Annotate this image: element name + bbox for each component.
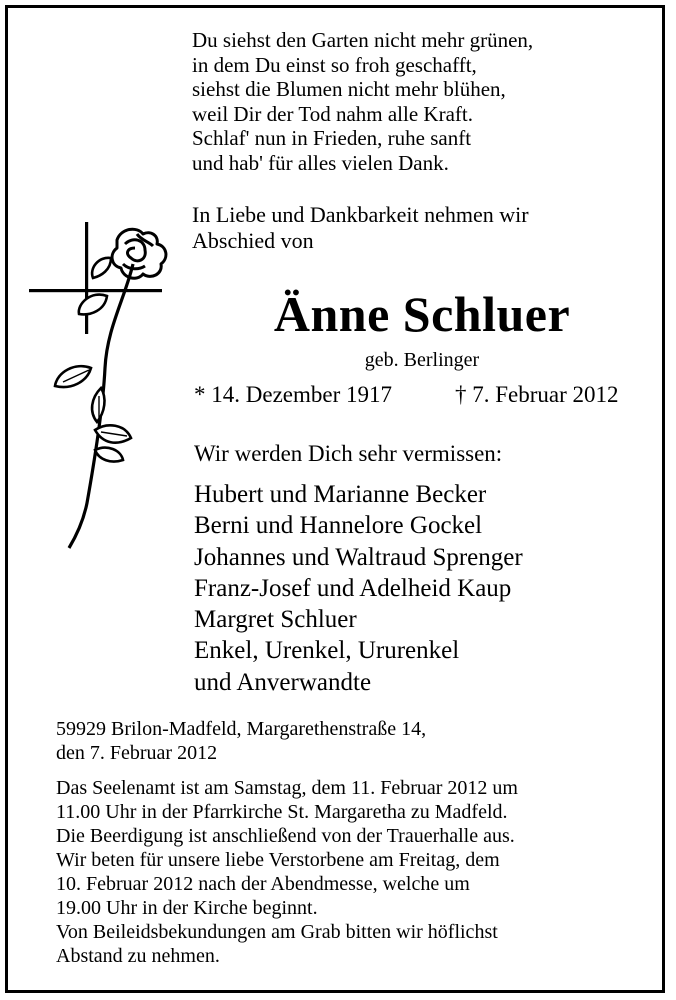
farewell-intro bbox=[192, 202, 529, 254]
mourner-line: und Anverwandte bbox=[194, 668, 372, 696]
mourners-heading: Wir werden Dich sehr vermissen: bbox=[194, 441, 503, 466]
info-line: 11.00 Uhr in der Pfarrkirche St. Margaretha zu Madfeld. bbox=[56, 801, 508, 823]
poem-line: Schlaf' nun in Frieden, ruhe sanft bbox=[192, 126, 472, 150]
mourner-line: Johannes und Waltraud Sprenger bbox=[194, 543, 523, 571]
info-line: Die Beerdigung ist anschließend von der Trauerhalle aus. bbox=[56, 825, 515, 847]
poem-line: siehst die Blumen nicht mehr blühen, bbox=[192, 77, 506, 101]
poem-line: Du siehst den Garten nicht mehr grünen, bbox=[192, 28, 534, 52]
info-line: Von Beileidsbekundungen am Grab bitten wir höflichst bbox=[56, 921, 498, 943]
poem-line: in dem Du einst so froh geschafft, bbox=[192, 52, 477, 77]
mourner-line: Franz-Josef und Adelheid Kaup bbox=[194, 574, 512, 602]
address-block bbox=[56, 717, 426, 765]
deceased-name: Änne Schluer bbox=[273, 286, 571, 342]
poem-line: und hab' für alles vielen Dank. bbox=[192, 150, 449, 175]
mourner-line: Berni und Hannelore Gockel bbox=[194, 512, 483, 540]
life-dates bbox=[194, 381, 619, 409]
intro-line: Abschied von bbox=[192, 228, 314, 253]
birth-name: geb. Berlinger bbox=[364, 349, 480, 371]
death-date: † 7. Februar 2012 bbox=[455, 382, 619, 407]
mourner-line: Enkel, Urenkel, Ururenkel bbox=[194, 637, 460, 665]
poem bbox=[192, 28, 533, 175]
mourners-list bbox=[194, 479, 523, 698]
mourner-line: Margret Schluer bbox=[194, 606, 357, 634]
service-info bbox=[56, 776, 518, 968]
info-line: 10. Februar 2012 nach der Abendmesse, welche um bbox=[56, 873, 470, 895]
address-line: 59929 Brilon-Madfeld, Margarethenstraße 14, bbox=[56, 718, 427, 740]
address-line: den 7. Februar 2012 bbox=[56, 742, 218, 764]
info-line: Wir beten für unsere liebe Verstorbene am Freitag, dem bbox=[56, 849, 500, 871]
cross-with-rose-icon bbox=[25, 218, 175, 553]
info-line: Das Seelenamt ist am Samstag, dem 11. Februar 2012 um bbox=[56, 777, 518, 799]
birth-date: * 14. Dezember 1917 bbox=[194, 382, 392, 407]
info-line: Abstand zu nehmen. bbox=[56, 945, 220, 967]
mourner-line: Hubert und Marianne Becker bbox=[194, 481, 487, 508]
info-line: 19.00 Uhr in der Kirche beginnt. bbox=[56, 897, 318, 919]
intro-line: In Liebe und Dankbarkeit nehmen wir bbox=[192, 202, 529, 227]
poem-line: weil Dir der Tod nahm alle Kraft. bbox=[192, 101, 473, 126]
